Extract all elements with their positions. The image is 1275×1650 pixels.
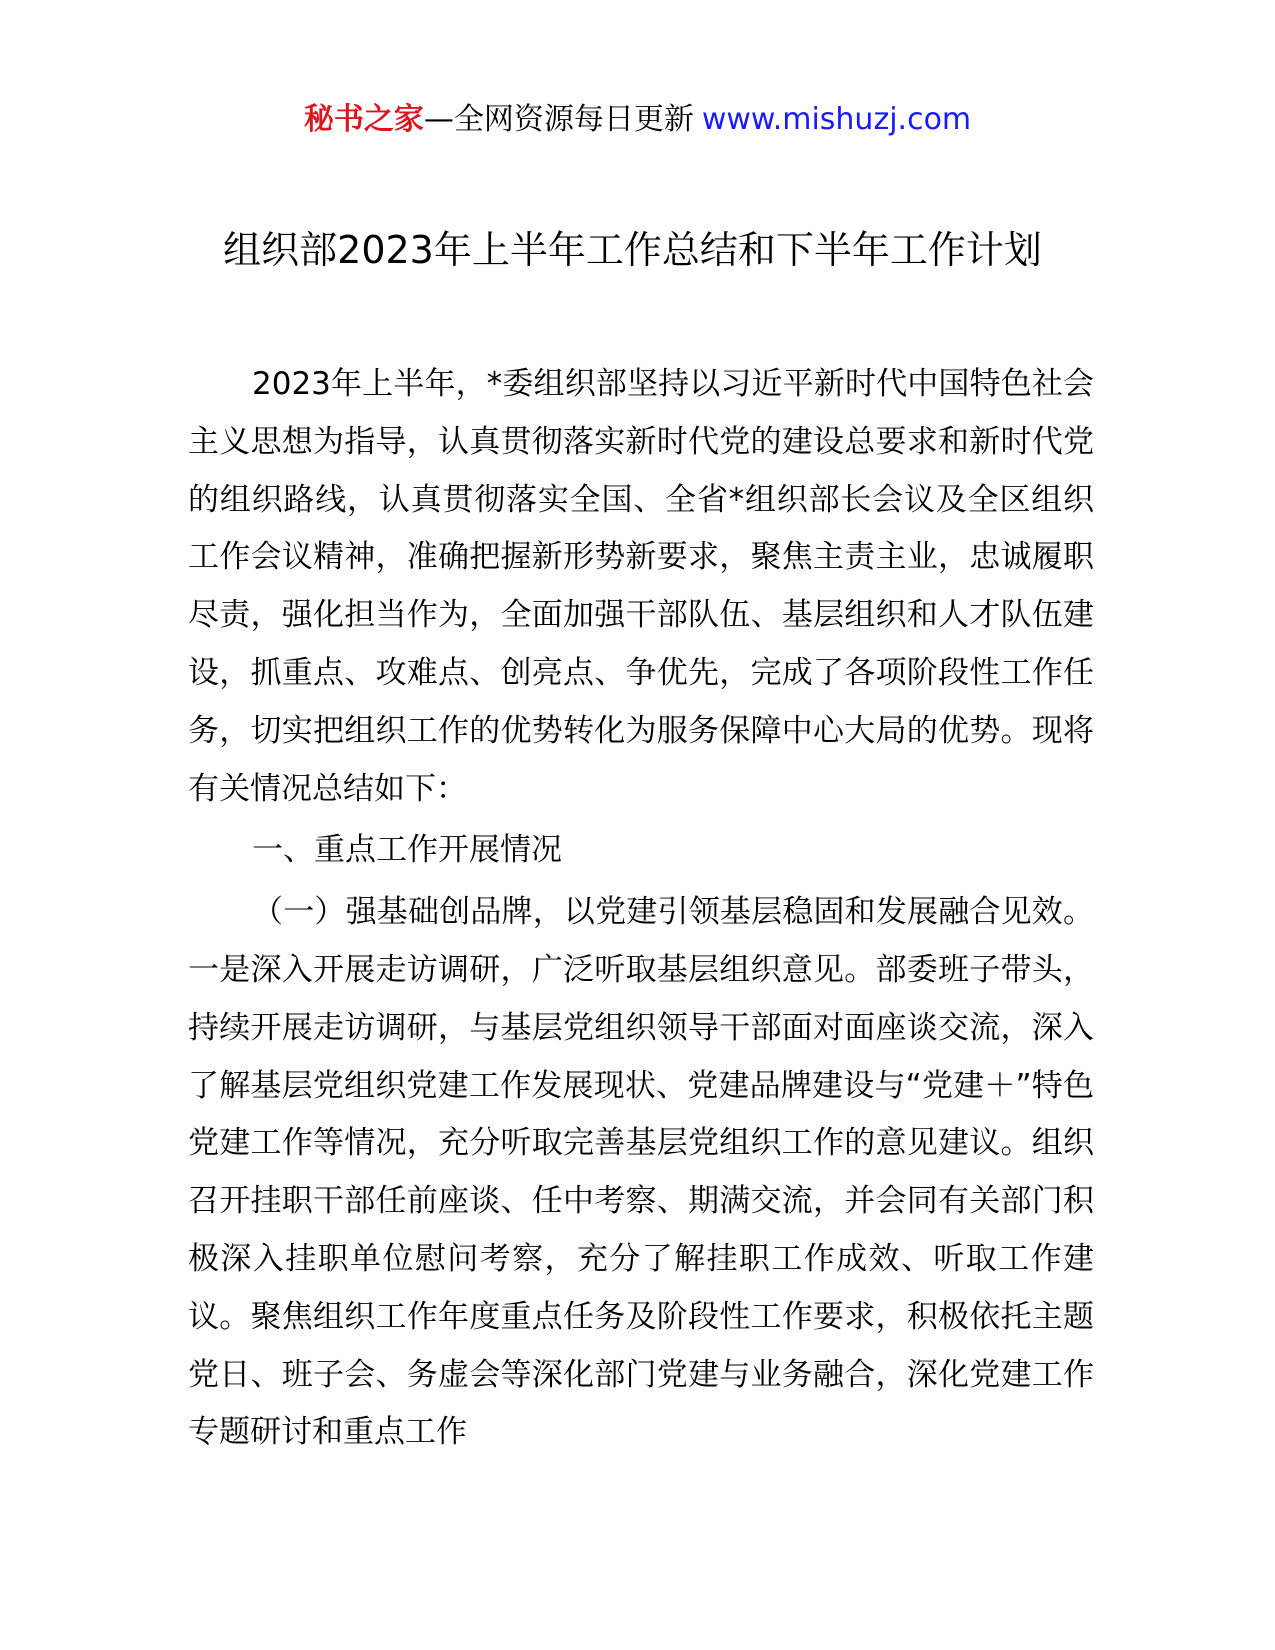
document-body (188, 356, 1094, 1462)
site-tagline: —全网资源每日更新 (423, 102, 694, 137)
site-brand: 秘书之家 (303, 102, 424, 137)
intro-paragraph: 2023年上半年，*委组织部坚持以习近平新时代中国特色社会主义思想为指导，认真贯彻落实新时代党的建设总要求和新时代党的组织路线，认真贯彻落实全国、全省*组织部长会议及全区组织工作会议精神，准确把握新形势新要求，聚焦主责主业，忠诚履职尽责，强化担当作为，全面加强干部队伍、基层组织和人才队伍建设，抓重点、攻难点、创亮点、争优先，完成了各项阶段性工作任务，切实把组织工作的优势转化为服务保障中心大局的优势。现将有关情况总结如下： (188, 366, 1094, 807)
body-paragraph: （一）强基础创品牌，以党建引领基层稳固和发展融合见效。一是深入开展走访调研，广泛听取基层组织意见。部委班子带头，持续开展走访调研，与基层党组织领导干部面对面座谈交流，深入了解基层党组织党建工作发展现状、党建品牌建设与“党建＋”特色党建工作等情况，充分听取完善基层党组织工作的意见建议。组织召开挂职干部任前座谈、任中考察、期满交流，并会同有关部门积极深入挂职单位慰问考察，充分了解挂职工作成效、听取工作建议。聚焦组织工作年度重点任务及阶段性工作要求，积极依托主题党日、班子会、务虚会等深化部门党建与业务融合，深化党建工作专题研讨和重点工作 (188, 894, 1094, 1451)
section-heading: 一、重点工作开展情况 (252, 832, 562, 869)
document-title: 组织部2023年上半年工作总结和下半年工作计划 (223, 228, 1042, 272)
site-url-link[interactable]: www.mishuzj.com (701, 102, 972, 137)
site-banner (0, 100, 1275, 140)
